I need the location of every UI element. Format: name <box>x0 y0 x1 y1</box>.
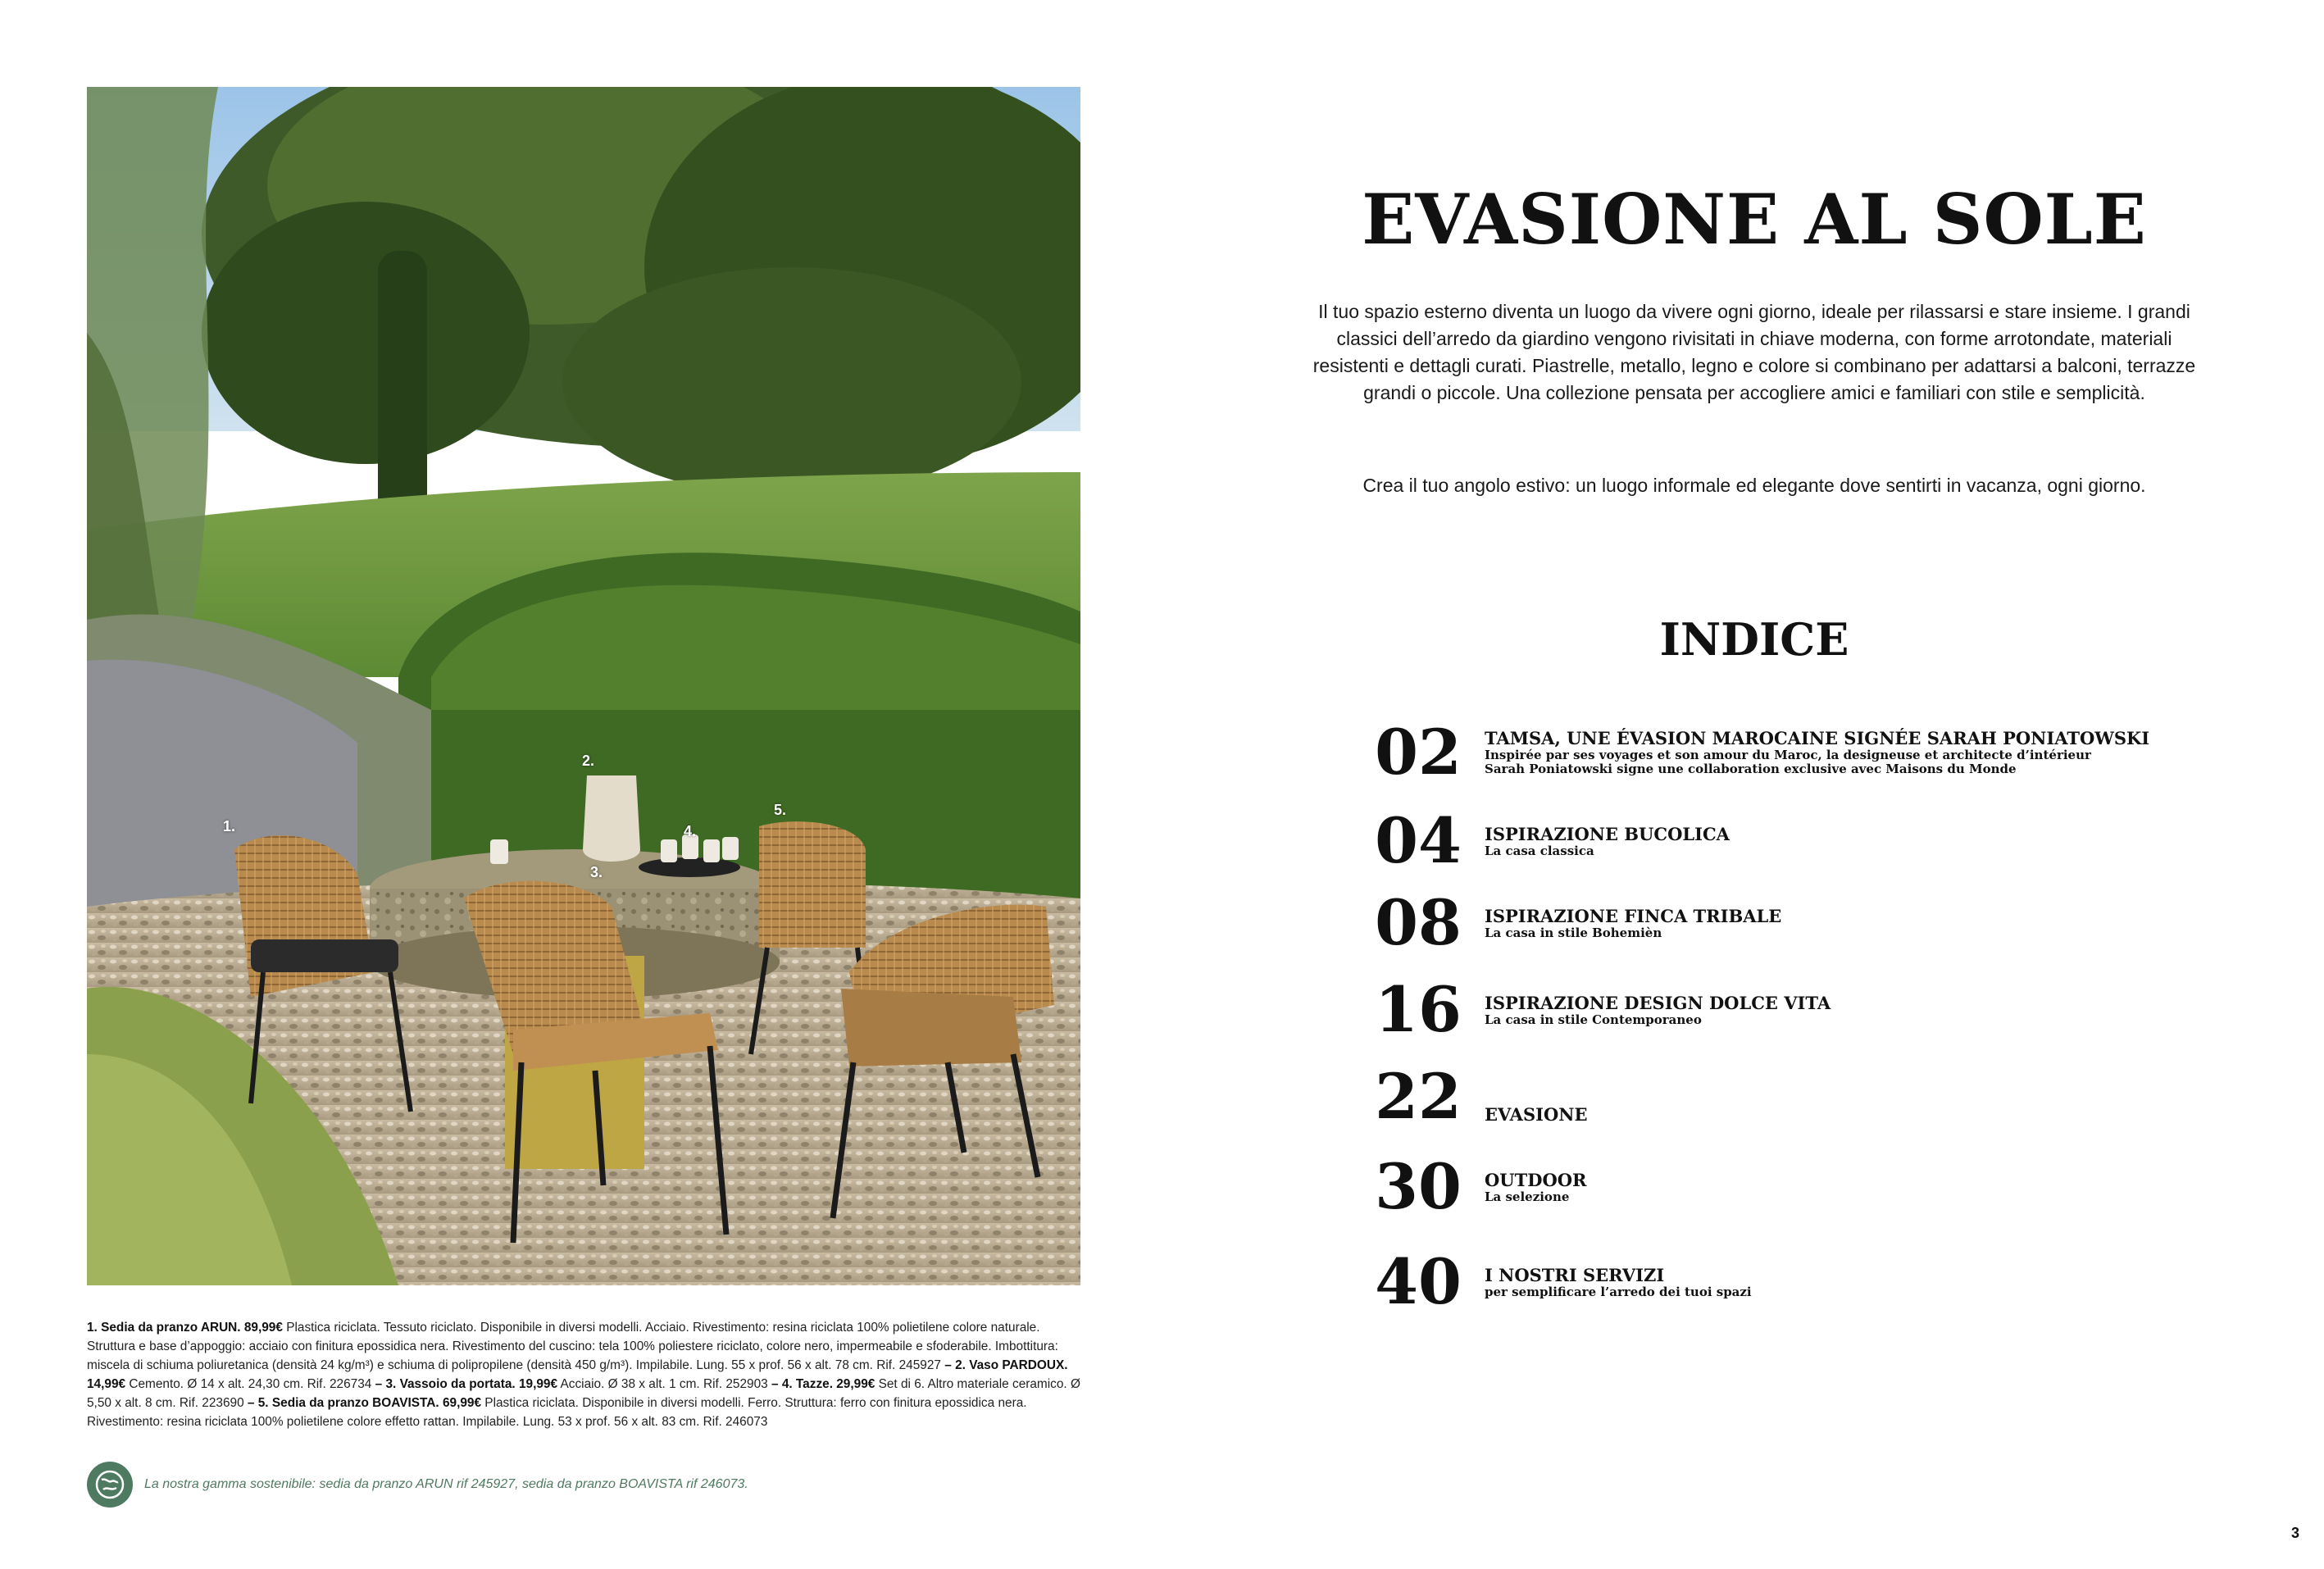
caption-item-2-name: – 2. Vaso PARDOUX. 14,99€ <box>87 1358 1068 1391</box>
globe-leaf-icon <box>87 1462 133 1508</box>
toc-item-22[interactable] <box>1365 1060 2185 1133</box>
toc-item-40[interactable] <box>1365 1245 2185 1318</box>
caption-item-4-desc: Set di 6. Altro materiale ceramico. Ø 5,50 x alt. 8 cm. Rif. 223690 <box>87 1377 1080 1410</box>
toc-item-title: ISPIRAZIONE BUCOLICA <box>1485 823 1730 844</box>
toc-item-title: ISPIRAZIONE DESIGN DOLCE VITA <box>1485 992 1831 1013</box>
toc-item-subtitle: per semplificare l’arredo dei tuoi spazi <box>1485 1284 1752 1299</box>
toc-item-04[interactable] <box>1365 804 2185 877</box>
toc-page-number: 16 <box>1375 973 1462 1046</box>
sustainable-range-note <box>87 1461 748 1508</box>
toc-item-subtitle: La casa in stile Bohemièn <box>1485 925 1662 940</box>
toc-page-number: 08 <box>1375 886 1462 959</box>
caption-item-3-desc: Acciaio. Ø 38 x alt. 1 cm. Rif. 252903 <box>557 1377 768 1391</box>
caption-item-1-desc: Plastica riciclata. Tessuto riciclato. Disponibile in diversi modelli. Acciaio. Rivestimento: resina riciclata 100% polietilene colore naturale. Struttura e base d’appoggio: acciaio con finitura epossidica nera. Rivestimento del cuscino: tela 100% poliestere riciclato, colore nero, impermeabile e sfoderabile. Imbottitura: miscela di schiuma poliuretanica (densità 24 kg/m³) e schiuma di polipropilene (densità 450 g/m³). Impilabile. Lung. 55 x prof. 56 x alt. 78 cm. Rif. 245927 <box>87 1321 1058 1372</box>
caption-item-5-desc: Plastica riciclata. Disponibile in diversi modelli. Ferro. Struttura: ferro con finitura epossidica nera. Rivestimento: resina riciclata 100% polietilene colore effetto rattan. Impilabile. Lung. 53 x prof. 56 x alt. 83 cm. Rif. 246073 <box>87 1396 1027 1429</box>
intro-tagline: Crea il tuo angolo estivo: un luogo informale ed elegante dove sentirti in vacanza, ogni giorno. <box>1362 475 2146 496</box>
photo-marker-5: 5. <box>774 802 787 818</box>
toc-item-subtitle-line-2: Sarah Poniatowski signe une collaboration exclusive avec Maisons du Monde <box>1485 762 2017 776</box>
toc-item-08[interactable] <box>1365 886 2185 959</box>
toc-item-title: I NOSTRI SERVIZI <box>1485 1264 1665 1285</box>
toc-page-number: 04 <box>1375 804 1462 877</box>
garden-scene-illustration <box>87 87 1080 1285</box>
toc-item-title: OUTDOOR <box>1485 1169 1587 1190</box>
caption-item-2-desc: Cemento. Ø 14 x alt. 24,30 cm. Rif. 226734 <box>125 1377 372 1391</box>
toc-item-title: TAMSA, UNE ÉVASION MAROCAINE SIGNÉE SARAH PONIATOWSKI <box>1485 728 2150 748</box>
toc-page-number: 30 <box>1375 1150 1462 1223</box>
toc-page-number: 02 <box>1375 716 1462 789</box>
index-heading: INDICE <box>1659 613 1849 666</box>
toc-item-subtitle: Inspirée par ses voyages et son amour du Maroc, la designeuse et architecte d’intérieur <box>1485 748 2091 762</box>
caption-item-5-name: – 5. Sedia da pranzo BOAVISTA. 69,99€ <box>243 1396 482 1410</box>
photo-marker-2: 2. <box>582 753 595 769</box>
intro-paragraph: Il tuo spazio esterno diventa un luogo da vivere ogni giorno, ideale per rilassarsi e stare insieme. I grandi classici dell’arredo da giardino vengono rivisitati in chiave moderna, con forme arrotondate, materiali resistenti e dettagli curati. Piastrelle, metallo, legno e colore si combinano per adattarsi a balconi, terrazze grandi o piccole. Una collezione pensata per accogliere amici e familiari con stile e semplicità. <box>1312 301 2196 403</box>
page-title: EVASIONE AL SOLE <box>1362 179 2147 260</box>
toc-item-title: EVASIONE <box>1485 1104 1588 1125</box>
toc-item-16[interactable] <box>1365 973 2185 1046</box>
photo-marker-3: 3. <box>590 864 603 880</box>
toc-item-subtitle: La casa in stile Contemporaneo <box>1485 1012 1702 1027</box>
caption-item-4-name: – 4. Tazze. 29,99€ <box>767 1377 875 1391</box>
page-number: 3 <box>2290 1525 2299 1541</box>
product-caption <box>87 1318 1083 1431</box>
toc-item-title: ISPIRAZIONE FINCA TRIBALE <box>1485 905 1782 926</box>
toc-item-subtitle: La selezione <box>1485 1189 1570 1204</box>
toc-page-number: 22 <box>1375 1060 1462 1133</box>
caption-item-1-name: 1. Sedia da pranzo ARUN. 89,99€ <box>87 1321 283 1335</box>
photo-marker-1: 1. <box>223 818 236 835</box>
garden-photo <box>87 87 1080 1285</box>
toc-item-subtitle: La casa classica <box>1485 843 1594 858</box>
photo-marker-4: 4. <box>684 823 697 839</box>
caption-item-3-name: – 3. Vassoio da portata. 19,99€ <box>371 1377 558 1391</box>
toc-item-02[interactable] <box>1365 716 2185 789</box>
toc-page-number: 40 <box>1375 1245 1462 1318</box>
sustainable-range-text: La nostra gamma sostenibile: sedia da pranzo ARUN rif 245927, sedia da pranzo BOAVISTA rif 246073. <box>144 1477 748 1491</box>
toc-item-30[interactable] <box>1365 1150 2185 1223</box>
